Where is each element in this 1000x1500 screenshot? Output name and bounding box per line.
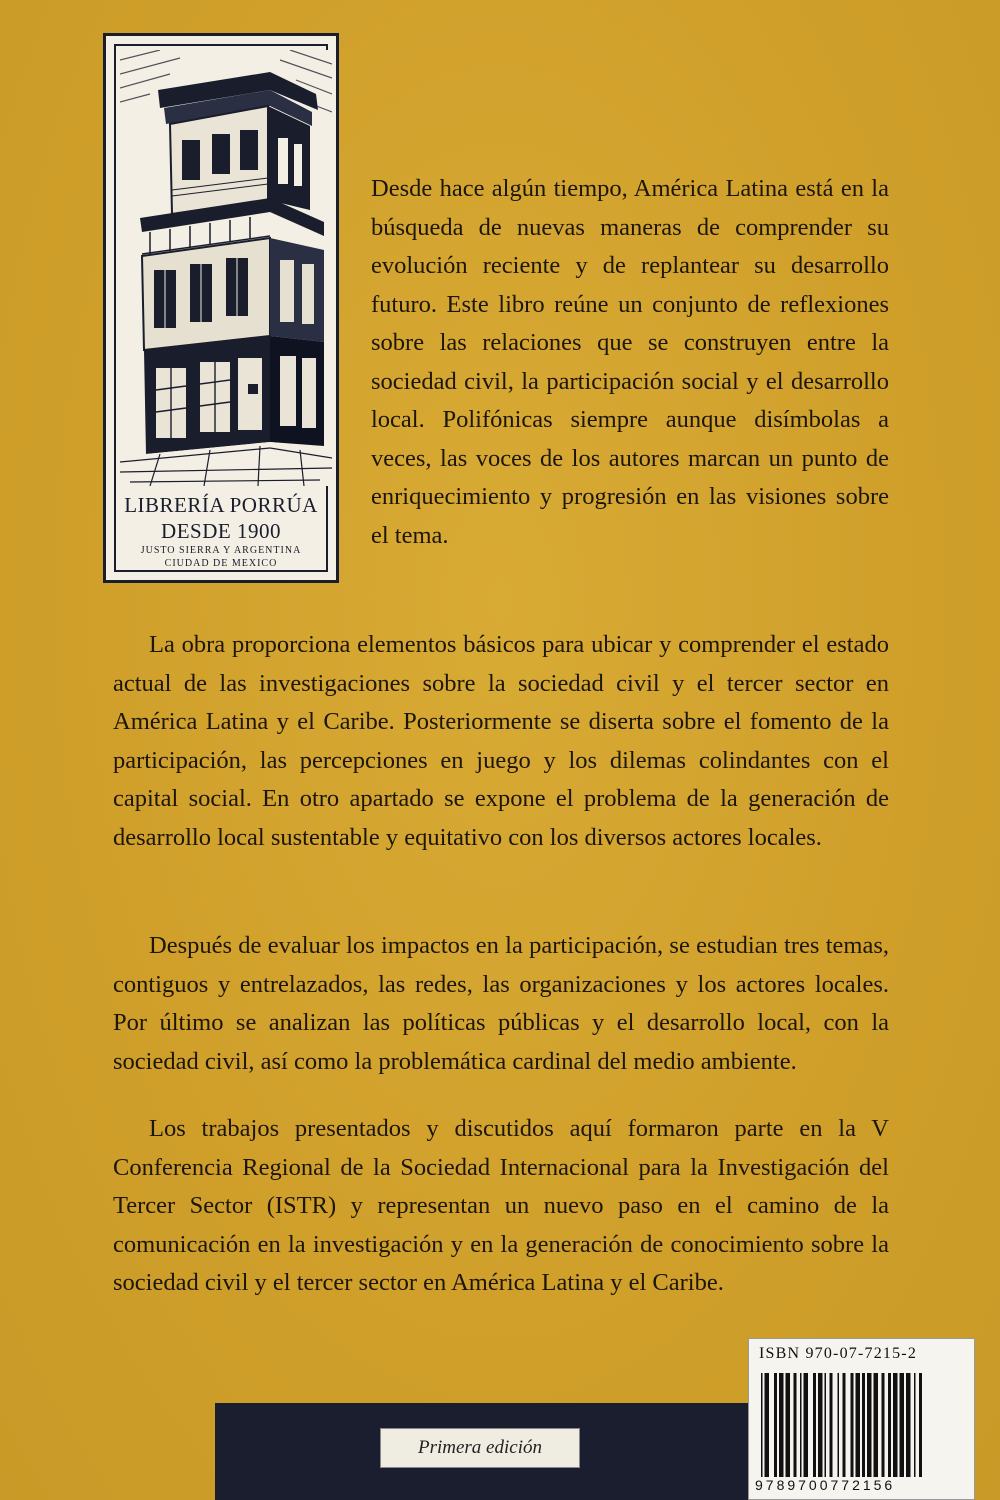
- bookplate-since: DESDE 1900: [161, 519, 281, 543]
- isbn-digits: 9789700772156: [755, 1477, 896, 1493]
- bookplate-address: JUSTO SIERRA Y ARGENTINA: [140, 545, 302, 556]
- blurb-paragraph-2: La obra proporciona elementos básicos para ubicar y comprender el estado actual de las investigaciones sobre la sociedad civil y el tercer sector en América Latina y el Caribe. Posteriormente se diserta sobre el fomento de la participación, las percepciones en juego y los dilemas colindantes con el capital social. En otro apartado se expone el problema de la generación de desarrollo local sustentable y equitativo con los diversos actores locales.: [113, 631, 889, 851]
- blurb-paragraph-3: Después de evaluar los impactos en la participación, se estudian tres temas, contiguos y entrelazados, las redes, las organizaciones y los actores locales. Por último se analizan las políticas públicas y el desarrollo local, con la sociedad civil, así como la problemática cardinal del medio ambiente.: [113, 932, 889, 1075]
- blurb-paragraph-4: Los trabajos presentados y discutidos aquí formaron parte en la V Conferencia Regional de la Sociedad Internacional para la Investigación del Tercer Sector (ISTR) y representan un nuevo paso en el camino de la comunicación en la investigación y en la generación de conocimiento sobre la sociedad civil y el tercer sector en América Latina y el Caribe.: [113, 1115, 889, 1296]
- bookplate-city: CIUDAD DE MEXICO: [164, 558, 278, 569]
- edition-label: Primera edición: [380, 1428, 580, 1468]
- bookplate-store-name: LIBRERÍA PORRÚA: [124, 493, 318, 517]
- bookplate-caption: [116, 492, 326, 570]
- isbn-barcode-box: [748, 1338, 975, 1500]
- bookplate-frame: [114, 44, 328, 572]
- blurb-paragraph-1: Desde hace algún tiempo, América Latina está en la búsqueda de nuevas maneras de comprender su evolución reciente y de replantear su desarrollo futuro. Este libro reúne un conjunto de reflexiones sobre las relaciones que se construyen entre la sociedad civil, la participación social y el desarrollo local. Polifónicas siempre aunque disímbolas a veces, las voces de los autores marcan un punto de enriquecimiento y progresión en las visiones sobre el tema.: [371, 175, 889, 549]
- barcode-icon: [759, 1373, 964, 1477]
- bookplate: [103, 33, 339, 583]
- bookstore-building-illustration: [120, 50, 332, 486]
- isbn-label: ISBN 970-07-7215-2: [759, 1345, 918, 1362]
